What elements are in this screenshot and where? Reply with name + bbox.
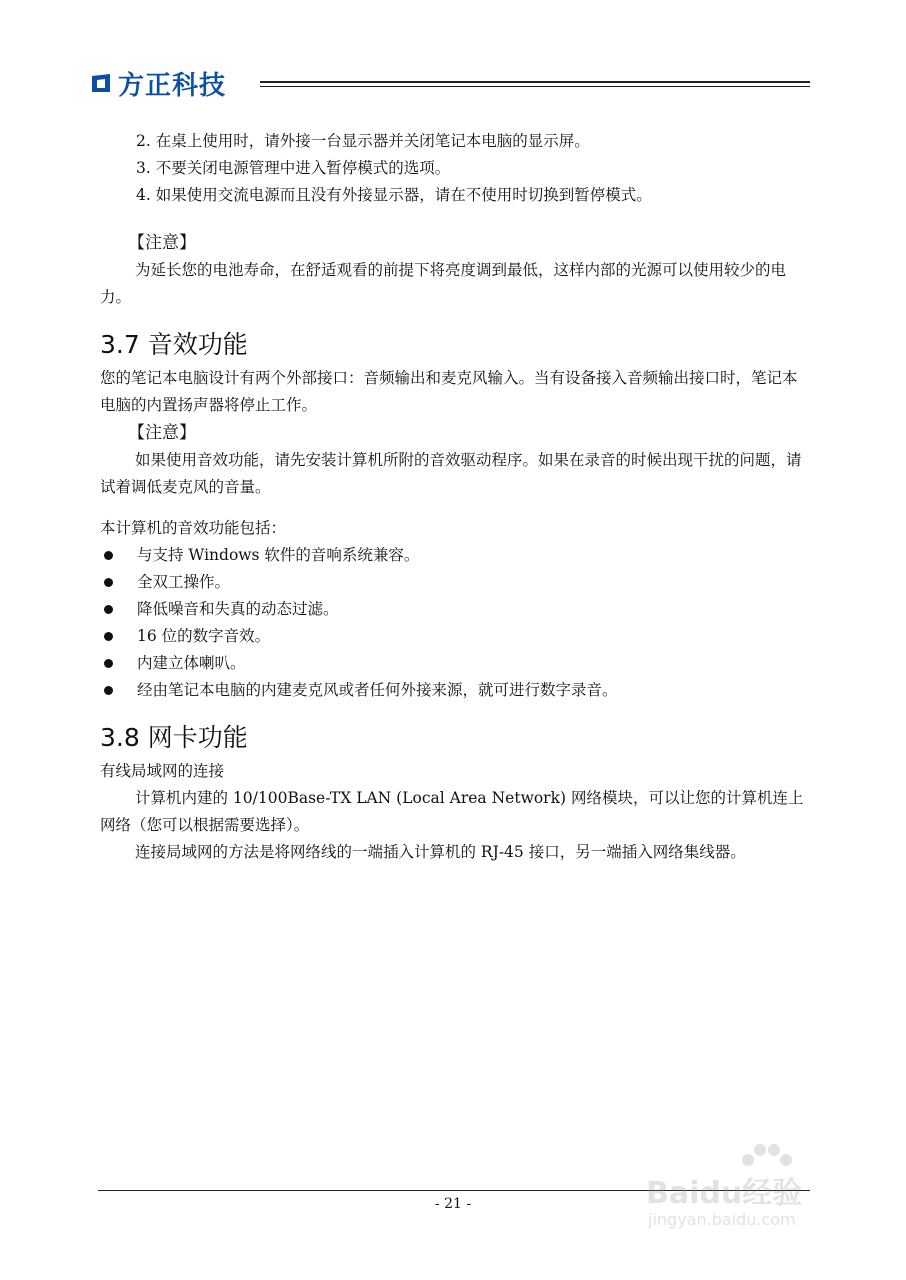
feature-list — [100, 542, 808, 704]
watermark-url: jingyan.baidu.com — [648, 1210, 796, 1229]
paragraph: 连接局域网的方法是将网络线的一端插入计算机的 RJ-45 接口，另一端插入网络集线器。 — [135, 843, 746, 861]
note-text: 为延长您的电池寿命，在舒适观看的前提下将亮度调到最低，这样内部的光源可以使用较少的电力。 — [100, 261, 787, 306]
page-body — [100, 128, 808, 866]
bullet-icon — [104, 659, 113, 668]
logo-text: 方正科技 — [118, 70, 227, 101]
watermark — [646, 1140, 856, 1240]
paragraph: 计算机内建的 10/100Base-TX LAN (Local Area Network) 网络模块，可以让您的计算机连上网络（您可以根据需要选择）。 — [100, 789, 804, 834]
note-label: 【注意】 — [128, 423, 196, 443]
page-number: - 21 - — [434, 1196, 472, 1212]
bullet-icon — [104, 632, 113, 641]
bullet-icon — [104, 551, 113, 560]
bullet-icon — [104, 686, 113, 695]
list-item: 经由笔记本电脑的内建麦克风或者任何外接来源，就可进行数字录音。 — [100, 677, 808, 704]
list-item: 全双工操作。 — [100, 569, 808, 596]
note-text: 如果使用音效功能，请先安装计算机所附的音效驱动程序。如果在录音的时候出现干扰的问题，请试着调低麦克风的音量。 — [100, 451, 802, 496]
list-line-4: 4. 如果使用交流电源而且没有外接显示器，请在不使用时切换到暂停模式。 — [136, 186, 652, 204]
list-line-3: 3. 不要关闭电源管理中进入暂停模式的选项。 — [136, 159, 451, 177]
list-item: 与支持 Windows 软件的音响系统兼容。 — [100, 542, 808, 569]
bullet-icon — [104, 605, 113, 614]
list-title: 本计算机的音效功能包括： — [100, 519, 287, 537]
note-label: 【注意】 — [128, 233, 196, 253]
bullet-icon — [104, 578, 113, 587]
company-logo — [88, 66, 226, 100]
list-item: 16 位的数字音效。 — [100, 623, 808, 650]
list-line-2: 2. 在桌上使用时，请外接一台显示器并关闭笔记本电脑的显示屏。 — [136, 132, 590, 150]
section-intro: 您的笔记本电脑设计有两个外部接口：音频输出和麦克风输入。当有设备接入音频输出接口时，笔记本电脑的内置扬声器将停止工作。 — [100, 369, 798, 414]
header-rule — [260, 81, 810, 83]
section-title-3-8: 3.8 网卡功能 — [100, 723, 248, 752]
header-rule-thin — [260, 86, 810, 87]
logo-mark-icon — [88, 70, 114, 96]
list-item: 降低噪音和失真的动态过滤。 — [100, 596, 808, 623]
subsection-title: 有线局域网的连接 — [100, 762, 225, 780]
section-title-3-7: 3.7 音效功能 — [100, 330, 248, 359]
watermark-brand: Baidu经验 — [646, 1176, 803, 1211]
page-header — [88, 66, 810, 100]
list-item: 内建立体喇叭。 — [100, 650, 808, 677]
